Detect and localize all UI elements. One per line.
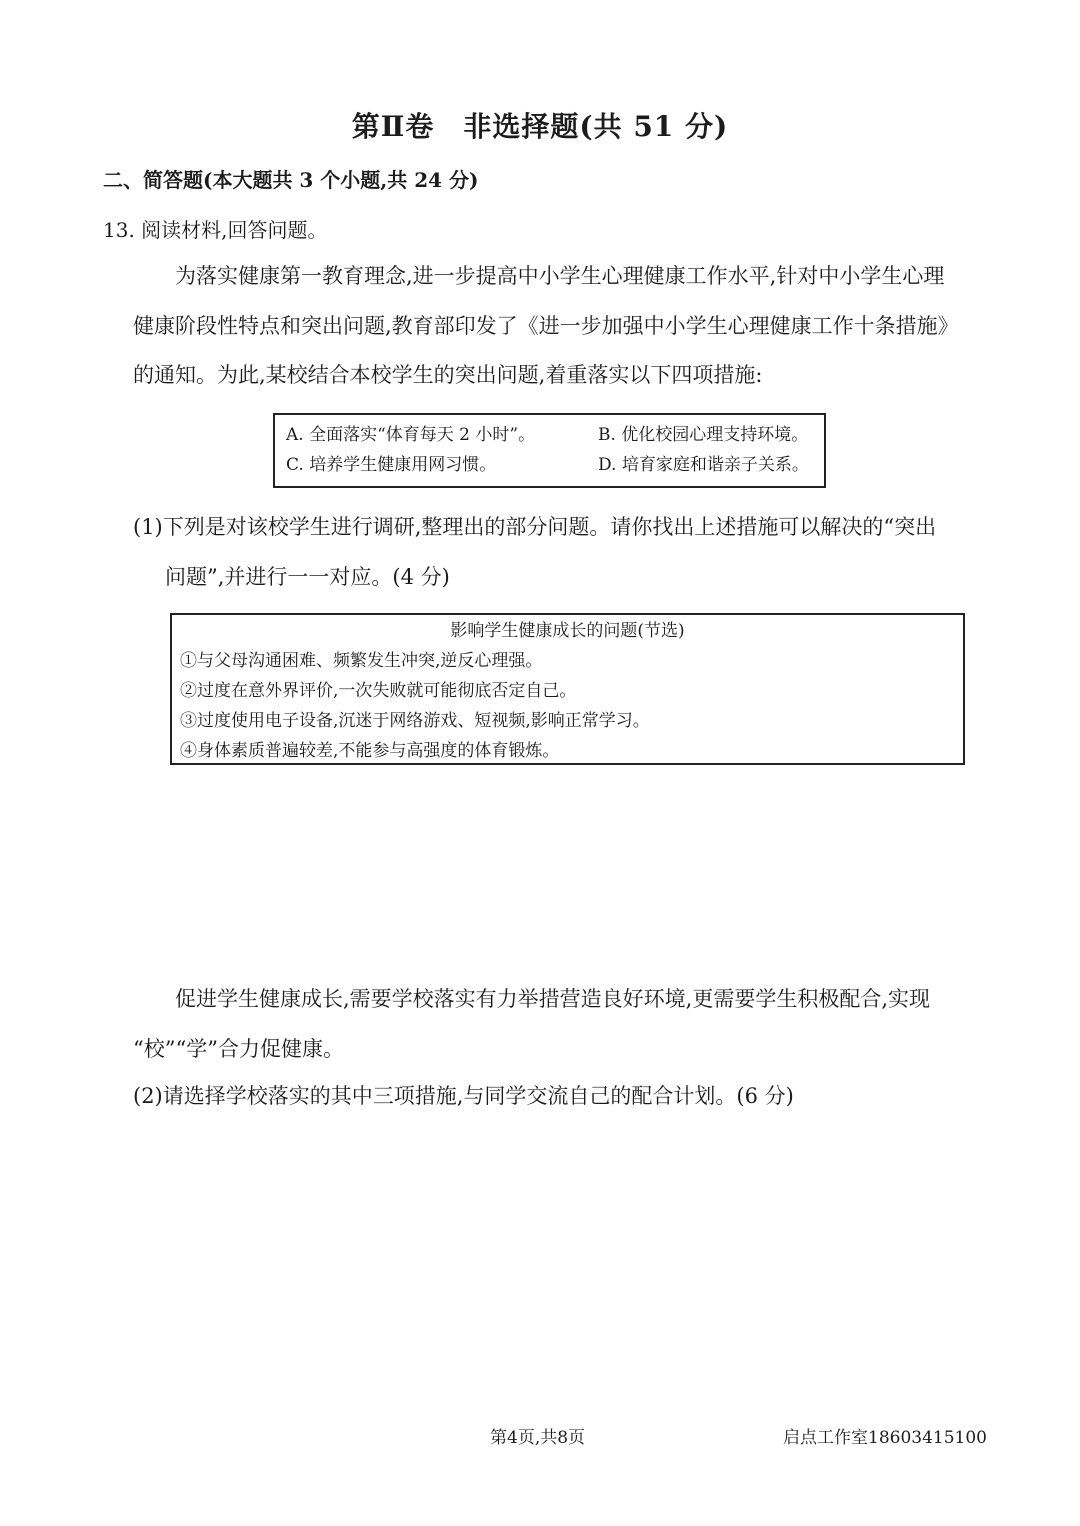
question-13-prompt: 13. 阅读材料,回答问题。 xyxy=(103,218,328,242)
problem-item-2: ②过度在意外界评价,一次失败就可能彻底否定自己。 xyxy=(180,681,577,701)
material-line-3: 的通知。为此,某校结合本校学生的突出问题,着重落实以下四项措施: xyxy=(133,363,763,387)
measure-c: C. 培养学生健康用网习惯。 xyxy=(286,455,497,475)
problem-item-3: ③过度使用电子设备,沉迷于网络游戏、短视频,影响正常学习。 xyxy=(180,711,650,731)
problems-box xyxy=(170,613,965,765)
paper-section-title: 第Ⅱ卷 非选择题(共 51 分) xyxy=(351,110,729,143)
studio-credit: 启点工作室18603415100 xyxy=(783,1428,987,1448)
question-type-heading: 二、简答题(本大题共 3 个小题,共 24 分) xyxy=(103,168,479,192)
problem-item-4: ④身体素质普遍较差,不能参与高强度的体育锻炼。 xyxy=(180,741,560,761)
measures-box xyxy=(273,413,826,488)
part1-line-2: 问题”,并进行一一对应。(4 分) xyxy=(165,565,450,589)
problems-box-title: 影响学生健康成长的问题(节选) xyxy=(450,621,685,641)
closing-line-1: 促进学生健康成长,需要学校落实有力举措营造良好环境,更需要学生积极配合,实现 xyxy=(175,987,931,1011)
part1-line-1: (1)下列是对该校学生进行调研,整理出的部分问题。请你找出上述措施可以解决的“突出 xyxy=(133,515,937,539)
material-line-1: 为落实健康第一教育理念,进一步提高中小学生心理健康工作水平,针对中小学生心理 xyxy=(175,264,945,288)
page-number: 第4页,共8页 xyxy=(490,1428,586,1448)
problem-item-1: ①与父母沟通困难、频繁发生冲突,逆反心理强。 xyxy=(180,651,543,671)
part2-prompt: (2)请选择学校落实的其中三项措施,与同学交流自己的配合计划。(6 分) xyxy=(133,1084,794,1108)
material-line-2: 健康阶段性特点和突出问题,教育部印发了《进一步加强中小学生心理健康工作十条措施》 xyxy=(133,314,959,338)
measure-b: B. 优化校园心理支持环境。 xyxy=(598,425,809,445)
closing-line-2: “校”“学”合力促健康。 xyxy=(133,1037,344,1061)
measure-a: A. 全面落实“体育每天 2 小时”。 xyxy=(286,425,536,445)
measure-d: D. 培育家庭和谐亲子关系。 xyxy=(598,455,809,475)
